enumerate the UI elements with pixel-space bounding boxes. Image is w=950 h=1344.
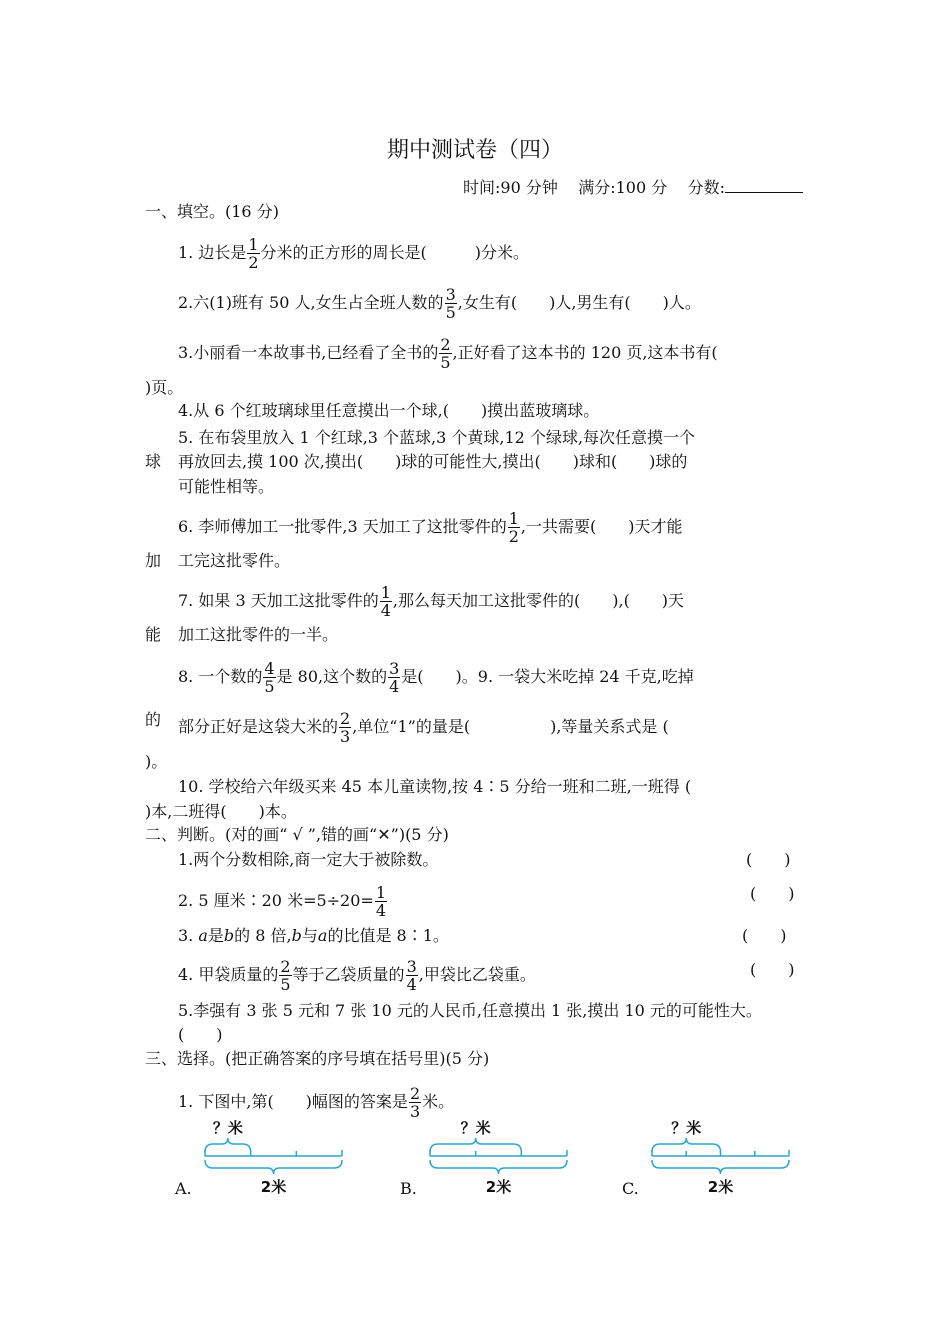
exam-meta [463,178,803,198]
unknown-length-label: ？米 [212,1119,243,1137]
q2-3-paren[interactable]: ( ) [742,926,787,945]
bottom-brace [652,1160,789,1174]
q3-1: 1. 下图中,第( )幅图的答案是 $\frac{2}{3}$ 米。 [178,1084,455,1121]
fraction: $\frac{4}{5}$ [264,659,275,696]
option-label[interactable]: C. [622,1179,639,1198]
fraction: $\frac{1}{4}$ [380,583,391,620]
fraction: $\frac{3}{4}$ [406,957,417,994]
q1-5: 5. 在布袋里放入 1 个红球,3 个蓝球,3 个黄球,12 个绿球,每次任意摸一个 [178,428,696,447]
section-2-heading: 二、判断。(对的画“ √ ”,错的画“✕”)(5 分) [145,825,449,844]
segment-diagram [425,1116,572,1196]
q1-1: 1. 边长是 $\frac{1}{2}$ 分米的正方形的周长是( )分米。 [178,235,530,272]
q1-9: 部分正好是这袋大米的 $\frac{2}{3}$ ,单位“1”的量是( ),等量关系式是 ( [178,709,669,746]
fraction: $\frac{2}{5}$ [440,335,451,372]
unknown-length-label: ？米 [671,1119,702,1137]
option-label[interactable]: A. [175,1179,192,1198]
full-score: 满分:100 分 [578,178,668,197]
q1-10: 10. 学校给六年级买来 45 本儿童读物,按 4∶5 分给一班和二班,一班得 ( [178,777,692,796]
unknown-length-label: ？米 [460,1119,491,1137]
q1-2: 2.六(1)班有 50 人,女生占全班人数的 $\frac{3}{5}$ ,女生有( )人,男生有( )人。 [178,285,701,322]
time-limit: 时间:90 分钟 [463,178,558,197]
q1-7-cont-label: 能 [145,625,162,644]
q1-9-label: 的 [145,710,162,729]
fraction: $\frac{1}{4}$ [375,883,387,920]
q1-9-cont: )。 [145,752,168,771]
bottom-brace [430,1160,567,1174]
q1-4: 4.从 6 个红玻璃球里任意摸出一个球,( )摸出蓝玻璃球。 [178,401,600,420]
score-blank[interactable] [725,178,803,193]
q1-5-cont2: 可能性相等。 [178,477,275,496]
section-1-heading: 一、填空。(16 分) [145,202,279,221]
q2-5-paren[interactable]: ( ) [178,1025,223,1044]
segment-diagram [647,1116,794,1196]
q2-4: 4. 甲袋质量的 $\frac{2}{5}$ 等于乙袋质量的 $\frac{3}{4}$ ,甲袋比乙袋重。 [178,957,536,994]
q2-2-paren[interactable]: ( ) [750,884,795,903]
q2-1-paren[interactable]: ( ) [746,850,791,869]
top-brace [205,1138,251,1152]
q1-3: 3.小丽看一本故事书,已经看了全书的 $\frac{2}{5}$ ,正好看了这本书的 120 页,这本书有( [178,335,718,372]
fraction: $\frac{2}{3}$ [340,709,351,746]
q1-5-cont: 再放回去,摸 100 次,摸出( )球的可能性大,摸出( )球和( )球的 [178,452,688,471]
fraction: $\frac{3}{5}$ [445,285,456,322]
q1-10-cont: )本,二班得( )本。 [145,802,297,821]
section-3-heading: 三、选择。(把正确答案的序号填在括号里)(5 分) [145,1049,490,1068]
bottom-brace [205,1160,342,1174]
total-length-label: 2米 [260,1178,287,1196]
q2-5: 5.李强有 3 张 5 元和 7 张 10 元的人民币,任意摸出 1 张,摸出 10 元的可能性大。 [178,1001,762,1020]
fraction: $\frac{3}{4}$ [389,659,400,696]
q2-3: 3. a是b的 8 倍,b与a的比值是 8∶1。 [178,926,449,945]
q1-7: 7. 如果 3 天加工这批零件的 $\frac{1}{4}$ ,那么每天加工这批零件的( ),( )天 [178,583,685,620]
q2-2: 2. 5 厘米∶20 米=5÷20= $\frac{1}{4}$ [178,883,387,920]
score-label: 分数: [687,178,725,197]
fraction: $\frac{2}{3}$ [409,1084,421,1121]
fraction: $\frac{1}{2}$ [248,235,259,272]
fraction: $\frac{2}{5}$ [280,957,291,994]
q1-6-cont: 工完这批零件。 [178,551,291,570]
q1-7-cont: 加工这批零件的一半。 [178,625,339,644]
q1-3-cont: )页。 [145,378,184,397]
top-brace [430,1138,521,1152]
option-label[interactable]: B. [400,1179,417,1198]
q2-4-paren[interactable]: ( ) [750,960,795,979]
q1-6-cont-label: 加 [145,551,162,570]
q1-8: 8. 一个数的 $\frac{4}{5}$ 是 80,这个数的 $\frac{3}{4}$ 是( )。9. 一袋大米吃掉 24 千克,吃掉 [178,659,694,696]
segment-diagram [200,1116,347,1196]
q1-5-cont-label: 球 [145,452,162,471]
total-length-label: 2米 [485,1178,512,1196]
q2-1: 1.两个分数相除,商一定大于被除数。 [178,850,439,869]
page-title: 期中测试卷（四） [386,138,563,163]
q1-6: 6. 李师傅加工一批零件,3 天加工了这批零件的 $\frac{1}{2}$ ,一共需要( )天才能 [178,509,683,546]
fraction: $\frac{1}{2}$ [508,509,519,546]
top-brace [652,1138,721,1152]
total-length-label: 2米 [707,1178,734,1196]
